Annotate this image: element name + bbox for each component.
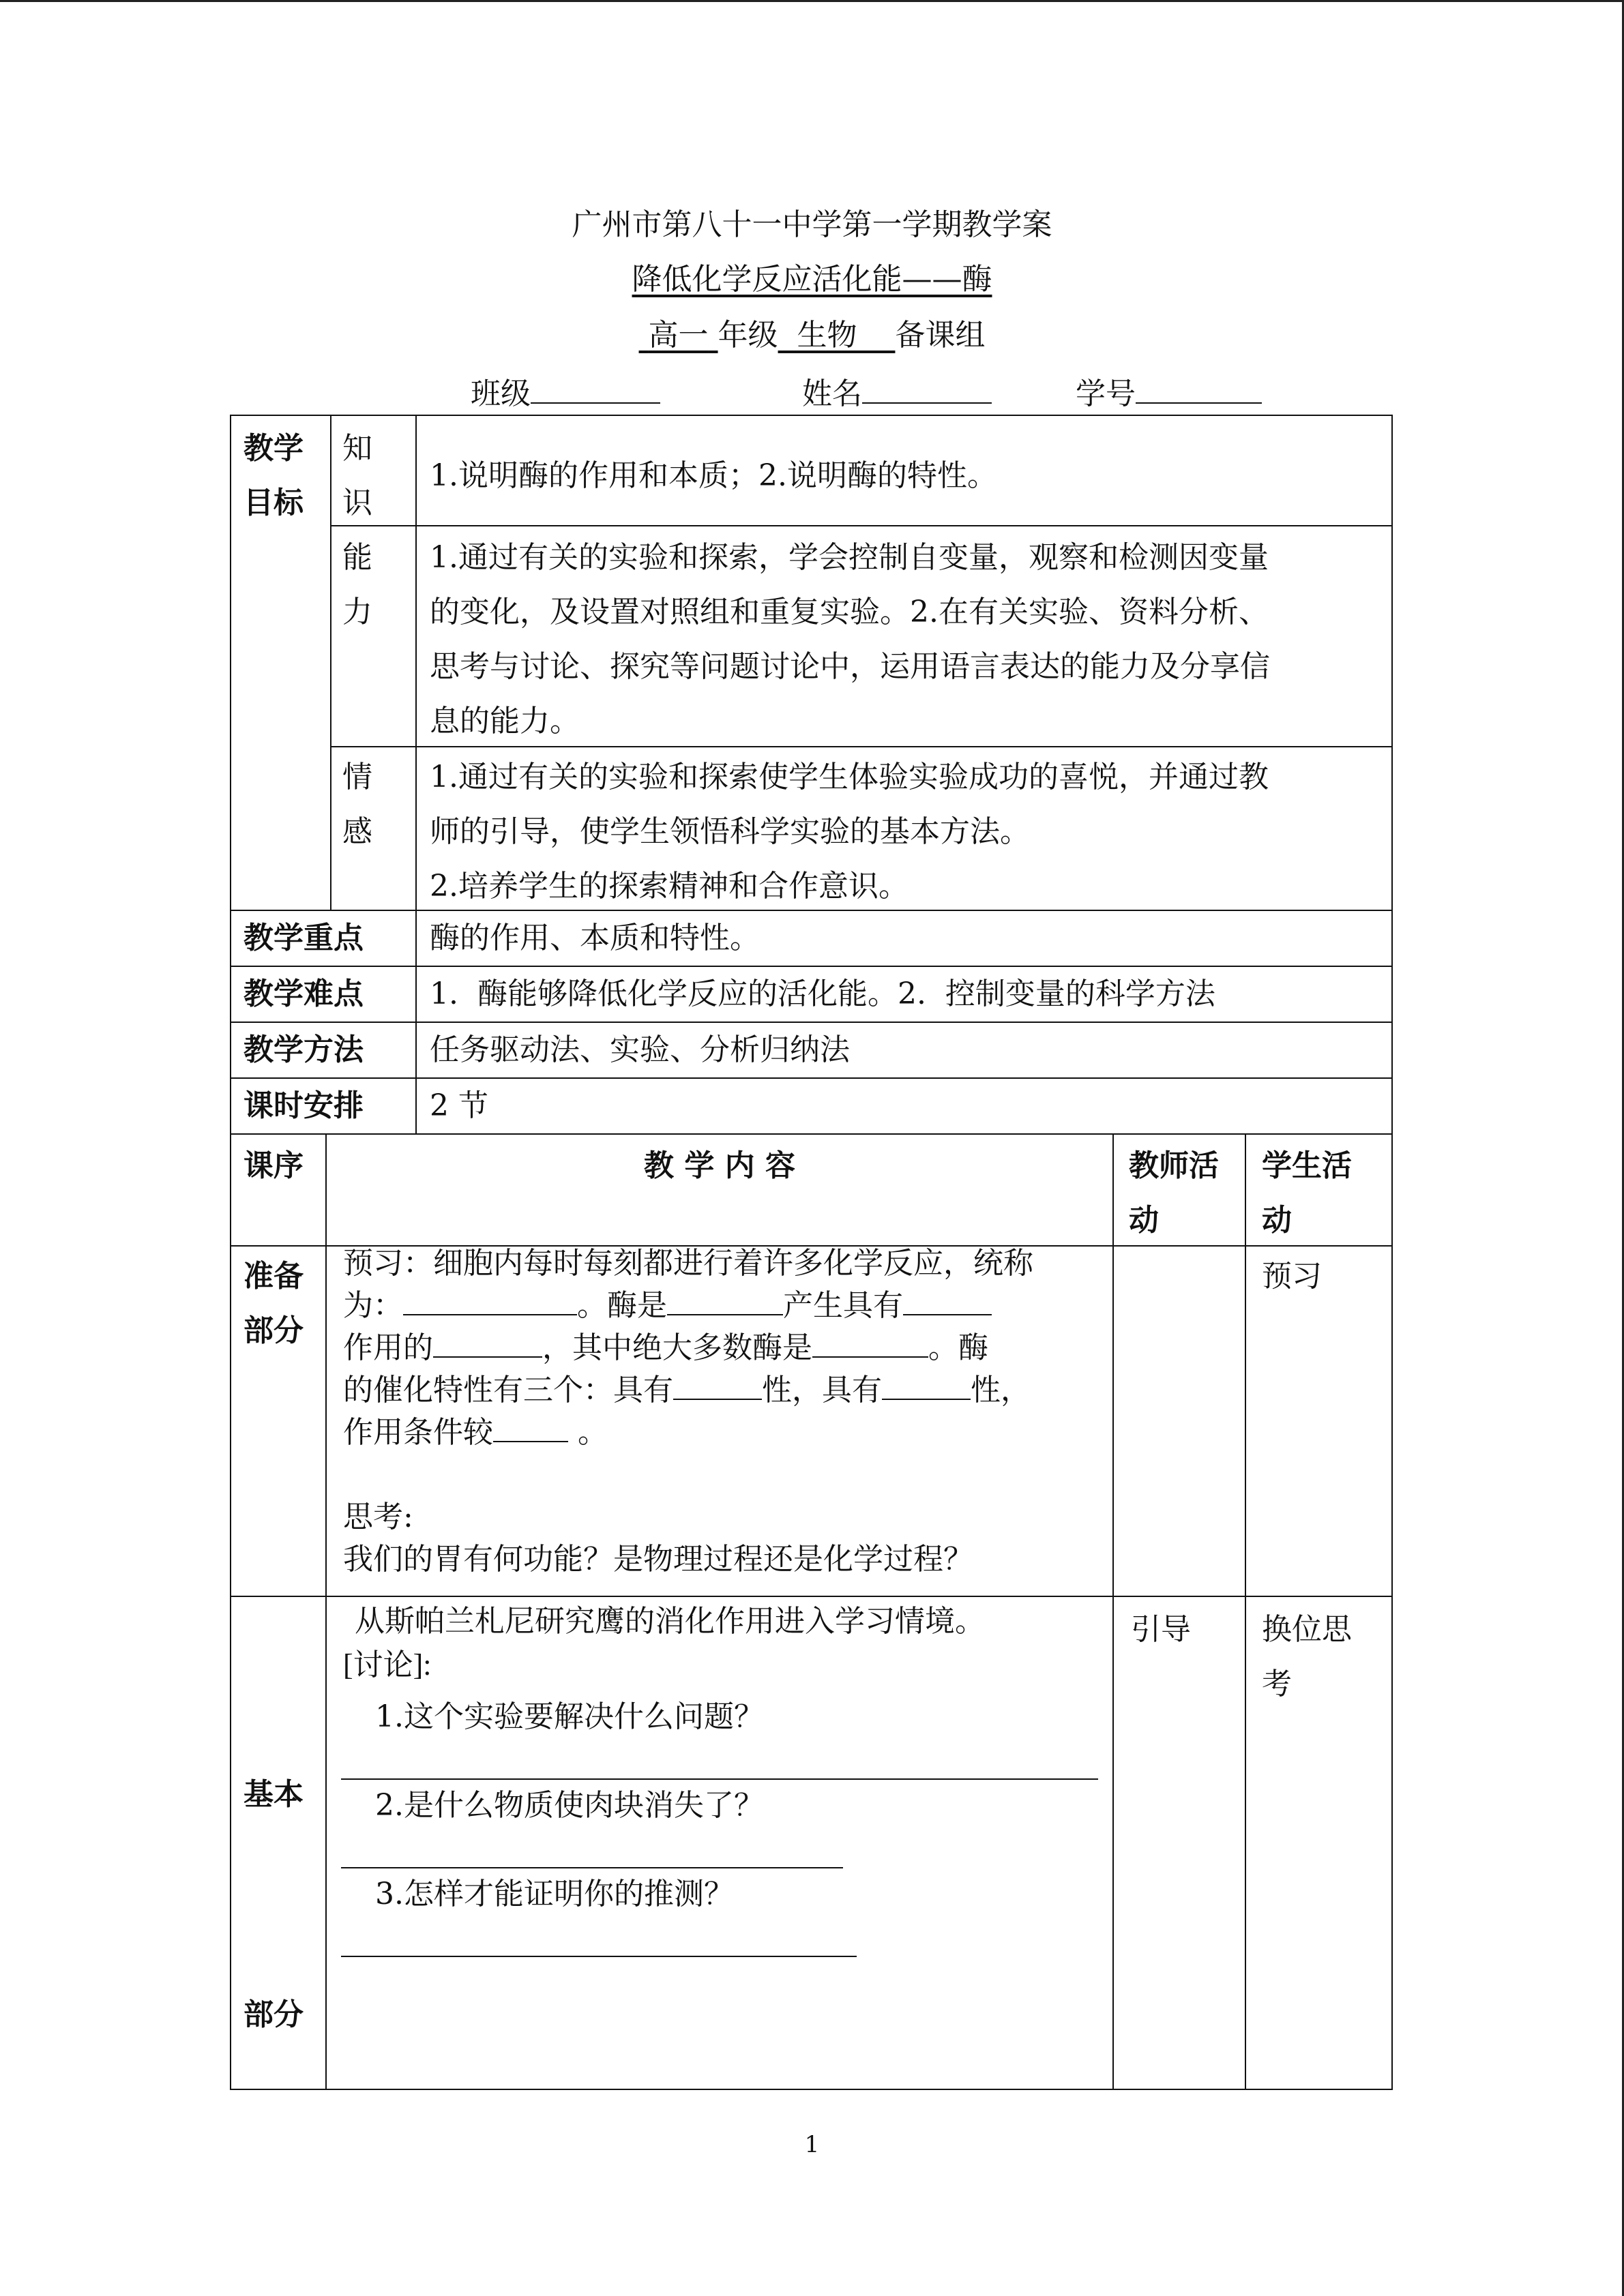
- question-2: 2.是什么物质使肉块消失了？: [375, 1788, 764, 1823]
- grade-value: 高一: [648, 318, 709, 353]
- blank-effect[interactable]: [903, 1287, 992, 1315]
- method-label: 教学方法: [243, 1032, 364, 1067]
- question-3: 3.怎样才能证明你的推测？: [375, 1877, 734, 1911]
- method-text: 任务驱动法、实验、分析归纳法: [430, 1032, 850, 1067]
- blank-function[interactable]: [433, 1329, 542, 1358]
- subject-value: 生物: [797, 318, 857, 353]
- prep-line-2: 为： 。酶是 产生具有: [343, 1285, 1033, 1327]
- difficulty-text: 1. 酶能够降低化学反应的活化能。2. 控制变量的科学方法: [430, 976, 1215, 1011]
- prep-line-5: 作用条件较 。: [343, 1415, 608, 1450]
- blank-reactions[interactable]: [403, 1287, 577, 1315]
- rule: [1112, 1133, 1114, 2090]
- basic-teacher-activity: 引导: [1131, 1612, 1191, 1647]
- basic-discuss: [讨论]:: [343, 1648, 432, 1682]
- objectives-label: 教学 目标: [243, 431, 304, 520]
- class-label: 班级: [471, 376, 531, 411]
- prep-line-1: 预习：细胞内每时每刻都进行着许多化学反应，统称: [343, 1246, 1033, 1281]
- rule: [230, 1596, 1393, 1597]
- content-header: 教 学 内 容: [644, 1148, 795, 1183]
- focus-label: 教学重点: [243, 921, 364, 955]
- name-label: 姓名: [802, 376, 862, 411]
- focus-text: 酶的作用、本质和特性。: [430, 921, 760, 955]
- rule: [230, 1133, 1393, 1135]
- rule: [325, 1133, 327, 2090]
- id-label: 学号: [1076, 376, 1136, 411]
- blank-property-2[interactable]: [882, 1371, 971, 1400]
- lesson-title-text: 降低化学反应活化能——酶: [632, 262, 992, 297]
- think-question: 我们的胃有何功能？是物理过程还是化学过程？: [343, 1542, 973, 1577]
- basic-intro: 从斯帕兰札尼研究鹰的消化作用进入学习情境。: [355, 1604, 985, 1639]
- prep-student-activity: 预习: [1262, 1259, 1322, 1294]
- rule: [330, 525, 1393, 526]
- question-1: 1.这个实验要解决什么问题？: [375, 1699, 764, 1734]
- rule: [415, 415, 417, 910]
- blank-enzyme-source[interactable]: [667, 1287, 783, 1315]
- class-field[interactable]: [531, 372, 660, 404]
- id-field[interactable]: [1136, 372, 1262, 404]
- answer-line-1[interactable]: [341, 1778, 1098, 1780]
- lesson-title: [0, 259, 1624, 300]
- grade-subject-line: [0, 315, 1624, 356]
- think-label: 思考:: [343, 1500, 413, 1534]
- prep-content: [343, 1242, 1033, 1581]
- page-number: 1: [804, 2131, 820, 2158]
- blank-nature[interactable]: [812, 1329, 928, 1358]
- ability-text: 1.通过有关的实验和探索，学会控制自变量，观察和检测因变量 的变化，及设置对照组和重复实验。2.在有关实验、资料分析、 思考与讨论、探究等问题讨论中，运用语言表达的能力及分享信 息的能力。: [430, 540, 1270, 739]
- prep-line-4: 的催化特性有三个：具有 性，具有 性，: [343, 1373, 1031, 1407]
- rule: [415, 910, 417, 1133]
- blank-property-1[interactable]: [673, 1371, 762, 1400]
- basic-label-top: 基本: [243, 1777, 304, 1812]
- student-activity-header: 学生活 动: [1262, 1148, 1352, 1238]
- rule: [1245, 1133, 1246, 2090]
- rule: [330, 415, 331, 910]
- rule: [230, 1077, 1393, 1079]
- school-title: 广州市第八十一中学第一学期教学案: [572, 207, 1052, 242]
- difficulty-label: 教学难点: [243, 976, 364, 1011]
- answer-line-3[interactable]: [341, 1956, 857, 1957]
- hours-text: 2 节: [430, 1088, 488, 1123]
- knowledge-label: 知 识: [342, 431, 372, 520]
- group-suffix: 备课组: [895, 318, 986, 353]
- emotion-text: 1.通过有关的实验和探索使学生体验实验成功的喜悦，并通过教 师的引导，使学生领悟科学实验的基本方法。 2.培养学生的探索精神和合作意识。: [430, 760, 1269, 904]
- name-field[interactable]: [862, 372, 992, 404]
- page-top-border: [0, 0, 1624, 2]
- basic-student-activity: 换位思 考: [1262, 1612, 1352, 1701]
- blank-conditions[interactable]: [493, 1414, 568, 1442]
- prep-label: 准备 部分: [243, 1259, 304, 1348]
- knowledge-text: 1.说明酶的作用和本质；2.说明酶的特性。: [430, 458, 997, 493]
- ability-label: 能 力: [342, 540, 372, 629]
- basic-label-bottom: 部分: [243, 1997, 304, 2032]
- teacher-activity-header: 教师活 动: [1129, 1148, 1219, 1238]
- emotion-label: 情 感: [342, 760, 372, 849]
- student-info-line: [471, 372, 1289, 415]
- seq-header: 课序: [243, 1148, 304, 1183]
- hours-label: 课时安排: [243, 1088, 364, 1123]
- prep-line-3: 作用的 ，其中绝大多数酶是 。酶: [343, 1330, 988, 1365]
- grade-suffix: 年级: [718, 318, 778, 353]
- answer-line-2[interactable]: [341, 1867, 843, 1868]
